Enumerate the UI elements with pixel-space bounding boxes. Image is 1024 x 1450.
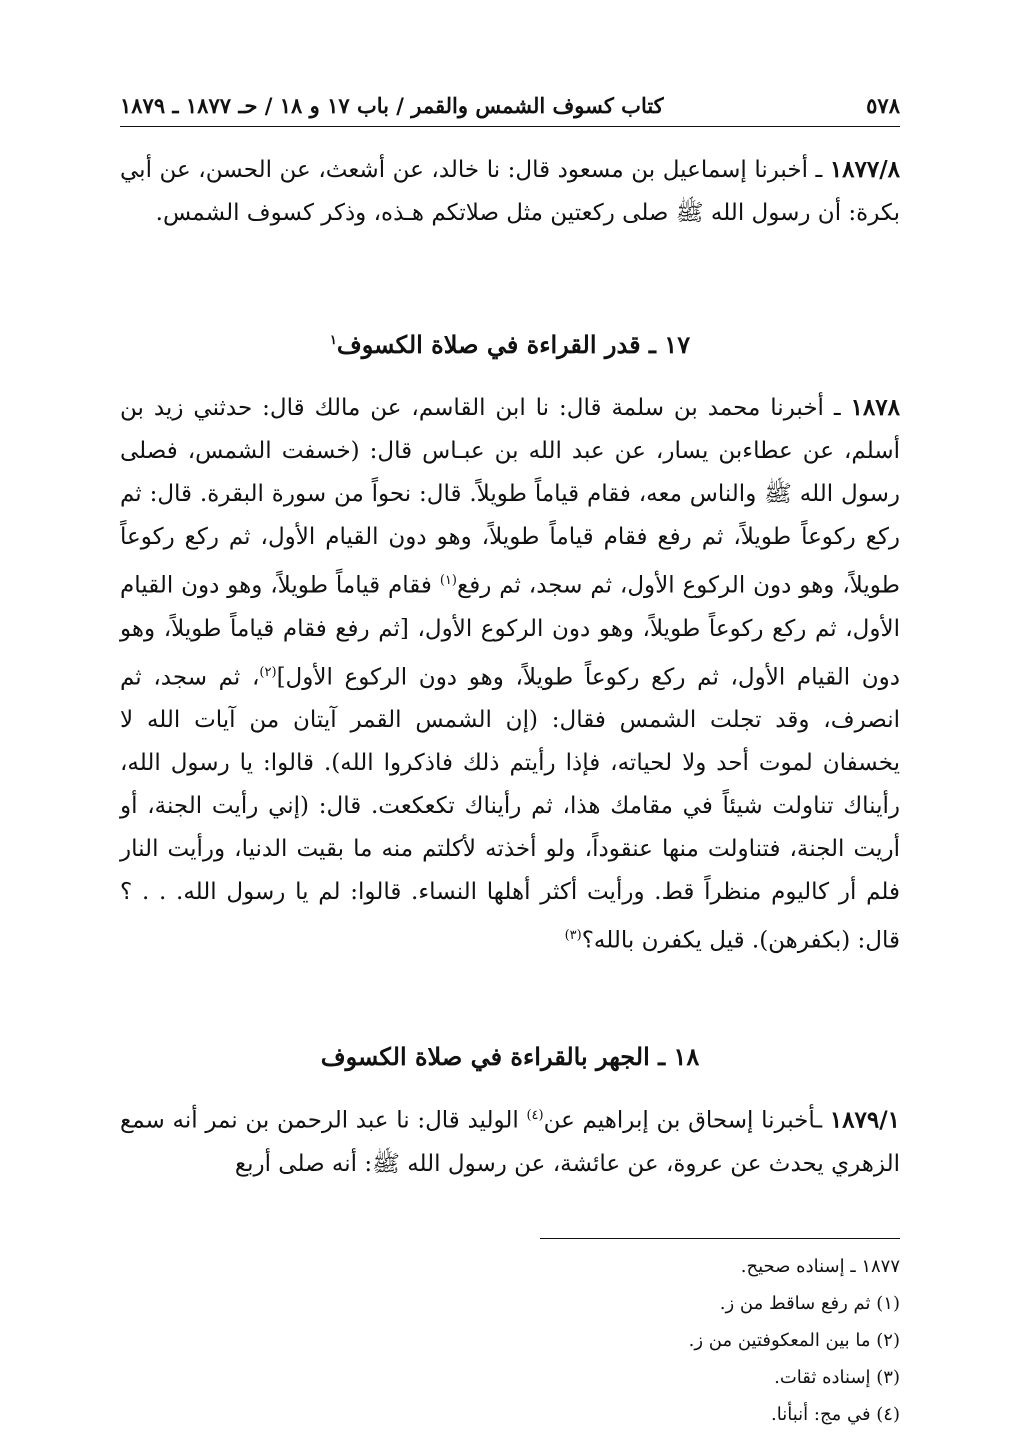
document-page [120, 0, 900, 1450]
hadith-text-part: الوليد قال: نا عبد الرحمن بن نمر أنه سمع الزهري يحدث عن عروة، عن عائشة، عن رسول الله ﷺ: أنه صلى أربع [120, 1107, 900, 1177]
hadith-number: ١٨٧٨ [850, 394, 900, 421]
hadith-text-part: فقام قياماً طويلاً، وهو دون القيام الأول، ثم ركع ركوعاً طويلاً، وهو دون الركوع الأول، [ثم رفع فقام قياماً طويلاً، وهو دون القيام الأول، ثم ركع ركوعاً طويلاً، وهو دون الركوع الأول] [120, 572, 901, 691]
footnote: (٤) في مج: أنبأنا. [771, 1404, 900, 1425]
chapter-title: ١٨ ـ الجهر بالقراءة في صلاة الكسوف [320, 1042, 700, 1071]
hadith-text: ـ أخبرنا إسماعيل بن مسعود قال: نا خالد، عن أشعث، عن الحسن، عن أبي بكرة: أن رسول الله ﷺ صلى ركعتين مثل صلاتكم هـذه، وذكر كسوف الشمس. [120, 157, 900, 226]
hadith-text-part: ، ثم سجد، ثم انصرف، وقد تجلت الشمس فقال: (إن الشمس القمر آيتان من آيات الله لا يخسفان لموت أحد ولا لحياته، فإذا رأيتم ذلك فاذكروا الله). قالوا: يا رسول الله، رأيناك تناولت شيئاً في مقامك هذا، ثم رأيناك تكعكعت. قال: (إني رأيت الجنة، أو أريت الجنة، فتناولت منها عنقوداً، ولو أخذته لأكلتم منه ما بقيت الدنيا، ورأيت النار فلم أر كاليوم منظراً قط. ورأيت أكثر أهلها النساء. قالوا: لم يا رسول الله. . . ؟ قال: (بكفرهن). قيل يكفرن بالله؟ [120, 664, 900, 954]
footnote: (٣) إسناده ثقات. [774, 1367, 900, 1388]
footnotes [120, 1248, 900, 1433]
hadith-number: ١٨٧٧/٨ [829, 156, 900, 183]
chapter-heading-18 [120, 1042, 900, 1071]
footnote-ref: (٤) [526, 1108, 544, 1123]
chapter-title: ١٧ ـ قدر القراءة في صلاة الكسوف [336, 330, 691, 359]
footnote-ref: (٢) [259, 664, 277, 680]
hadith-number: ١٨٧٩/١ [829, 1106, 900, 1134]
footnote: (١) ثم رفع ساقط من ز. [719, 1293, 900, 1314]
footnote-ref: (١) [439, 573, 457, 588]
header-rule [120, 126, 900, 127]
hadith-1877 [120, 148, 900, 235]
footnote-ref: (٣) [564, 928, 582, 944]
hadith-text-part: ـ أخبرنا محمد بن سلمة قال: نا ابن القاسم، عن مالك قال: حدثني زيد بن أسلم، عن عطاءبن يسار، عن عبد الله بن عبـاس قال: (خسفت الشمس، فصلى رسول الله ﷺ والناس معه، فقام قياماً طويلاً. قال: نحواً من سورة البقرة. قال: ثم ركع ركوعاً طويلاً، ثم رفع فقام قياماً طويلاً، وهو دون القيام الأول، ثم ركع ركوعاً طويلاً، وهو دون الركوع الأول، ثم سجد، ثم رفع [120, 395, 900, 599]
chapter-note-ref: ١ [329, 333, 337, 348]
footnote-rule [540, 1238, 900, 1239]
running-head [120, 88, 900, 122]
hadith-text-part: ـأخبرنا إسحاق بن إبراهيم عن [543, 1107, 830, 1134]
running-title: كتاب كسوف الشمس والقمر / باب ١٧ و ١٨ / حـ ١٨٧٧ ـ ١٨٧٩ [120, 92, 664, 118]
page-number: ٥٧٨ [866, 92, 900, 118]
chapter-heading-17 [120, 330, 900, 359]
footnote: ١٨٧٧ ـ إسناده صحيح. [740, 1256, 900, 1277]
hadith-1878 [120, 386, 900, 963]
footnote: (٢) ما بين المعكوفتين من ز. [688, 1330, 900, 1351]
hadith-1879 [120, 1094, 900, 1186]
